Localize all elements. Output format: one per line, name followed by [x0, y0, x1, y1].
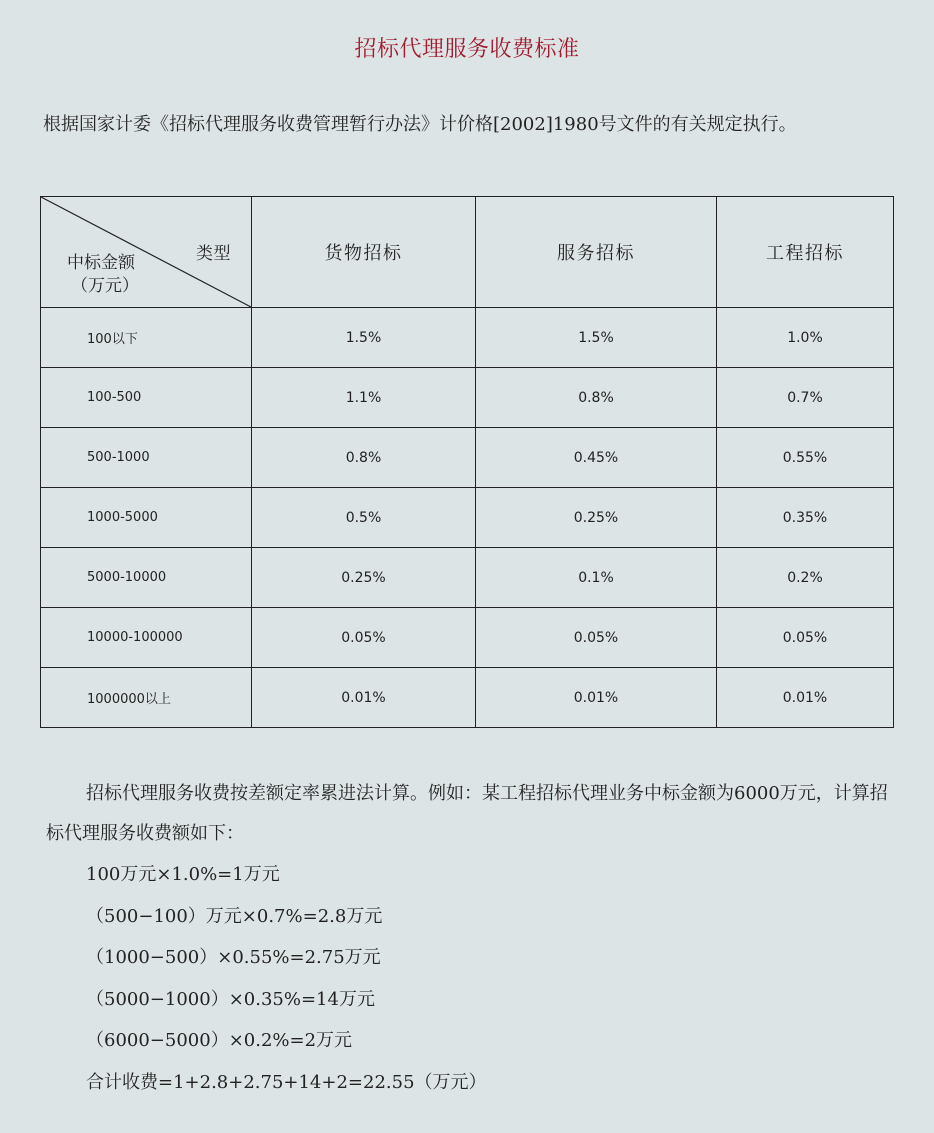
corner-amount-text: 中标金额: [67, 253, 135, 273]
range-cell: 100以下: [41, 308, 252, 368]
rate-cell: 0.25%: [476, 488, 717, 548]
intro-text: 根据国家计委《招标代理服务收费管理暂行办法》计价格[2002]1980号文件的有关规定执行。: [43, 114, 797, 135]
rate-cell: 1.0%: [717, 308, 894, 368]
range-cell: 1000000以上: [41, 668, 252, 728]
range-cell: 5000-10000: [41, 548, 252, 608]
rate-cell: 0.01%: [717, 668, 894, 728]
rate-cell: 0.8%: [476, 368, 717, 428]
range-cell: 1000-5000: [41, 488, 252, 548]
table-row: [41, 668, 894, 728]
table-row: [41, 548, 894, 608]
page-title: 招标代理服务收费标准: [354, 37, 580, 62]
table-row: [41, 368, 894, 428]
rate-cell: 0.25%: [252, 548, 476, 608]
rate-cell: 1.5%: [476, 308, 717, 368]
calculation-step: （1000−500）×0.55%=2.75万元: [86, 947, 381, 969]
rate-cell: 0.2%: [717, 548, 894, 608]
table-row: [41, 308, 894, 368]
rate-cell: 1.5%: [252, 308, 476, 368]
rate-cell: 0.35%: [717, 488, 894, 548]
column-header-services: 服务招标: [476, 197, 717, 308]
calculation-total: 合计收费=1+2.8+2.75+14+2=22.55（万元）: [86, 1071, 487, 1093]
calculation-step: （500−100）万元×0.7%=2.8万元: [86, 905, 383, 927]
rate-cell: 0.01%: [252, 668, 476, 728]
table-corner-cell: [41, 197, 252, 308]
rate-cell: 0.05%: [252, 608, 476, 668]
rate-cell: 0.55%: [717, 428, 894, 488]
range-cell: 100-500: [41, 368, 252, 428]
table-row: [41, 608, 894, 668]
column-header-engineering: 工程招标: [717, 197, 894, 308]
corner-unit-text: （万元）: [71, 276, 139, 296]
rate-cell: 0.1%: [476, 548, 717, 608]
range-cell: 500-1000: [41, 428, 252, 488]
table-row: [41, 488, 894, 548]
rate-cell: 1.1%: [252, 368, 476, 428]
rate-cell: 0.8%: [252, 428, 476, 488]
corner-amount-label: [67, 252, 139, 298]
range-cell: 10000-100000: [41, 608, 252, 668]
corner-type-label: 类型: [196, 244, 231, 264]
rate-cell: 0.05%: [717, 608, 894, 668]
table-row: [41, 428, 894, 488]
table-header-row: [41, 197, 894, 308]
rate-cell: 0.45%: [476, 428, 717, 488]
rate-cell: 0.01%: [476, 668, 717, 728]
fee-table: [40, 196, 894, 728]
rate-cell: 0.7%: [717, 368, 894, 428]
calculation-description: 招标代理服务收费按差额定率累进法计算。例如：某工程招标代理业务中标金额为6000万元，计算招标代理服务收费额如下：: [46, 783, 888, 844]
rate-cell: 0.05%: [476, 608, 717, 668]
calculation-section: [46, 774, 896, 1104]
calculation-step: （6000−5000）×0.2%=2万元: [86, 1030, 353, 1052]
calculation-step: 100万元×1.0%=1万元: [86, 864, 280, 885]
calculation-step: （5000−1000）×0.35%=14万元: [86, 988, 375, 1010]
column-header-goods: 货物招标: [252, 197, 476, 308]
rate-cell: 0.5%: [252, 488, 476, 548]
